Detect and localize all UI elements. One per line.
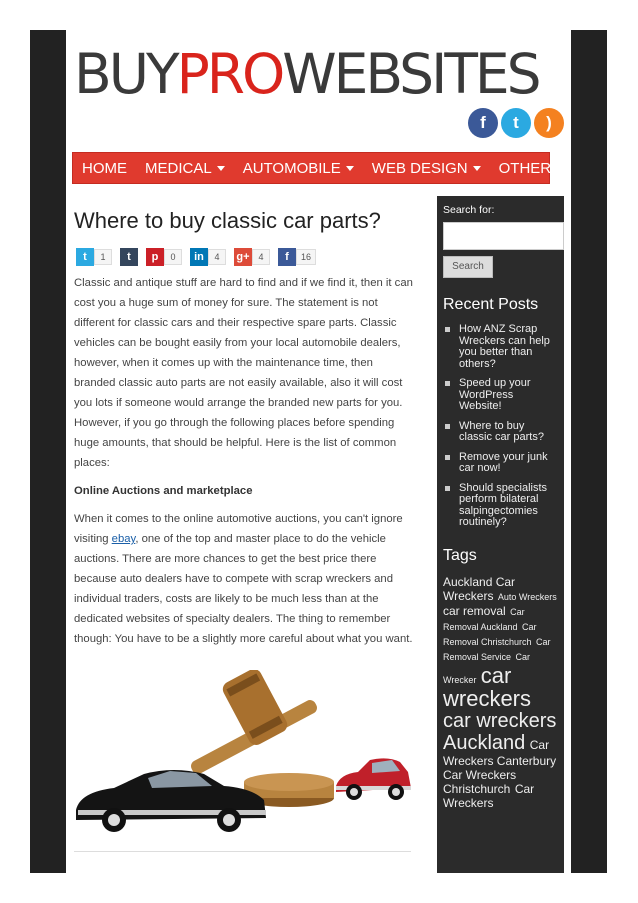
nav-medical[interactable] [136,160,234,177]
post-body [74,273,416,657]
nav-other-label: OTHER [498,159,552,177]
left-frame-border [30,30,66,873]
nav-home-label: HOME [82,159,127,177]
share-buttons [76,248,316,266]
tumblr-icon: t [120,248,138,266]
recent-post-link[interactable]: How ANZ Scrap Wreckers can help you better than others? [443,324,558,370]
post-paragraph: Classic and antique stuff are hard to find and if we find it, then it can cost you a huge sum of money for sure. The statement is not different for classic cars and their respective spare parts. Classic vehicles can be bought easily from your local automobile dealers, however, when it comes up with the maintenance time, then branded classic auto parts are not easily available, also it will cost you lots if someone would arrange the branded new parts for you. However, if you go through the following places before spending huge amounts, that should be helpful. Here is the list of common places: [74,277,413,469]
chevron-down-icon [217,166,225,171]
twitter-icon: t [76,248,94,266]
nav-automobile-label: AUTOMOBILE [242,159,341,177]
tag-link[interactable]: Auto Wreckers [497,591,557,602]
share-count: 4 [252,249,270,265]
chevron-down-icon [346,166,354,171]
ebay-link[interactable]: ebay [111,533,136,545]
search-input[interactable] [443,222,564,250]
tags-title: Tags [443,546,477,564]
twitter-icon[interactable]: t [501,108,531,138]
search-label: Search for: [443,204,495,216]
share-facebook[interactable] [278,248,316,266]
tag-link[interactable]: car removal [443,603,506,618]
share-linkedin[interactable] [190,248,226,266]
tag-link[interactable]: Car Wreckers [443,781,535,810]
logo-part-websites: WEBSITES [282,42,539,106]
tag-link[interactable]: Car Wrecker [443,651,530,685]
sidebar [437,196,564,873]
linkedin-icon: in [190,248,208,266]
rss-icon[interactable]: ) [534,108,564,138]
tag-link[interactable]: Car Removal Service [443,636,551,662]
chevron-down-icon [556,166,564,171]
search-button[interactable]: Search [443,256,493,278]
nav-automobile[interactable] [234,160,363,177]
nav-home[interactable] [73,160,136,177]
recent-post-link[interactable]: Speed up your WordPress Website! [443,378,558,413]
share-google-plus[interactable] [234,248,270,266]
post-image [74,670,411,852]
recent-post-link[interactable]: Where to buy classic car parts? [443,421,558,444]
share-count: 0 [164,249,182,265]
share-count: 4 [208,249,226,265]
pinterest-icon: p [146,248,164,266]
nav-web-design-label: WEB DESIGN [371,159,468,177]
recent-post-link[interactable]: Should specialists perform bilateral salpingectomies routinely? [443,483,558,529]
post-text: When it comes to the online automotive auctions, you can't ignore visiting [74,513,403,545]
post-text: , one of the top and master place to do the vehicle auctions. There are more chances to get the best price there because auto dealers have to compete with scrap wreckers and individual traders, costs are likely to be much less than at the dedicated websites of specialty dealers. The thing to remember though: You have to be a slightly more careful about what you want. [74,533,413,645]
tag-cloud [443,575,558,810]
site-logo[interactable] [74,44,539,104]
nav-other[interactable] [490,160,571,177]
right-frame-border [571,30,607,873]
nav-web-design[interactable] [363,160,490,177]
tag-link[interactable]: Car Removal Christchurch [443,621,537,647]
tag-link[interactable]: Car Wreckers Christchurch [443,767,517,796]
share-tumblr[interactable] [120,248,138,266]
post-paragraph [74,509,416,649]
logo-part-buy: BUY [74,42,177,106]
recent-posts-title: Recent Posts [443,296,539,313]
nav-medical-label: MEDICAL [145,159,212,177]
share-twitter[interactable] [76,248,112,266]
chevron-down-icon [473,166,481,171]
post-title: Where to buy classic car parts? [74,208,381,233]
social-links [468,108,564,138]
page [66,30,571,873]
main-nav [72,152,550,184]
facebook-icon[interactable]: f [468,108,498,138]
share-count: 16 [296,249,316,265]
tag-link[interactable]: car wreckers [443,662,532,711]
recent-post-link[interactable]: Remove your junk car now! [443,452,558,475]
facebook-icon: f [278,248,296,266]
share-count: 1 [94,249,112,265]
tag-link[interactable]: Car Wreckers Canterbury [443,737,557,768]
tag-link[interactable]: car wreckers Auckland [443,709,557,754]
tag-link[interactable]: Auckland Car Wreckers [443,574,516,603]
google-plus-icon: g+ [234,248,252,266]
gavel-and-cars-illustration [74,670,411,852]
tag-link[interactable]: Car Removal Auckland [443,606,525,632]
share-pinterest[interactable] [146,248,182,266]
recent-posts-list [443,324,558,529]
logo-part-pro: PRO [176,42,283,106]
post-subheading: Online Auctions and marketplace [74,485,253,497]
